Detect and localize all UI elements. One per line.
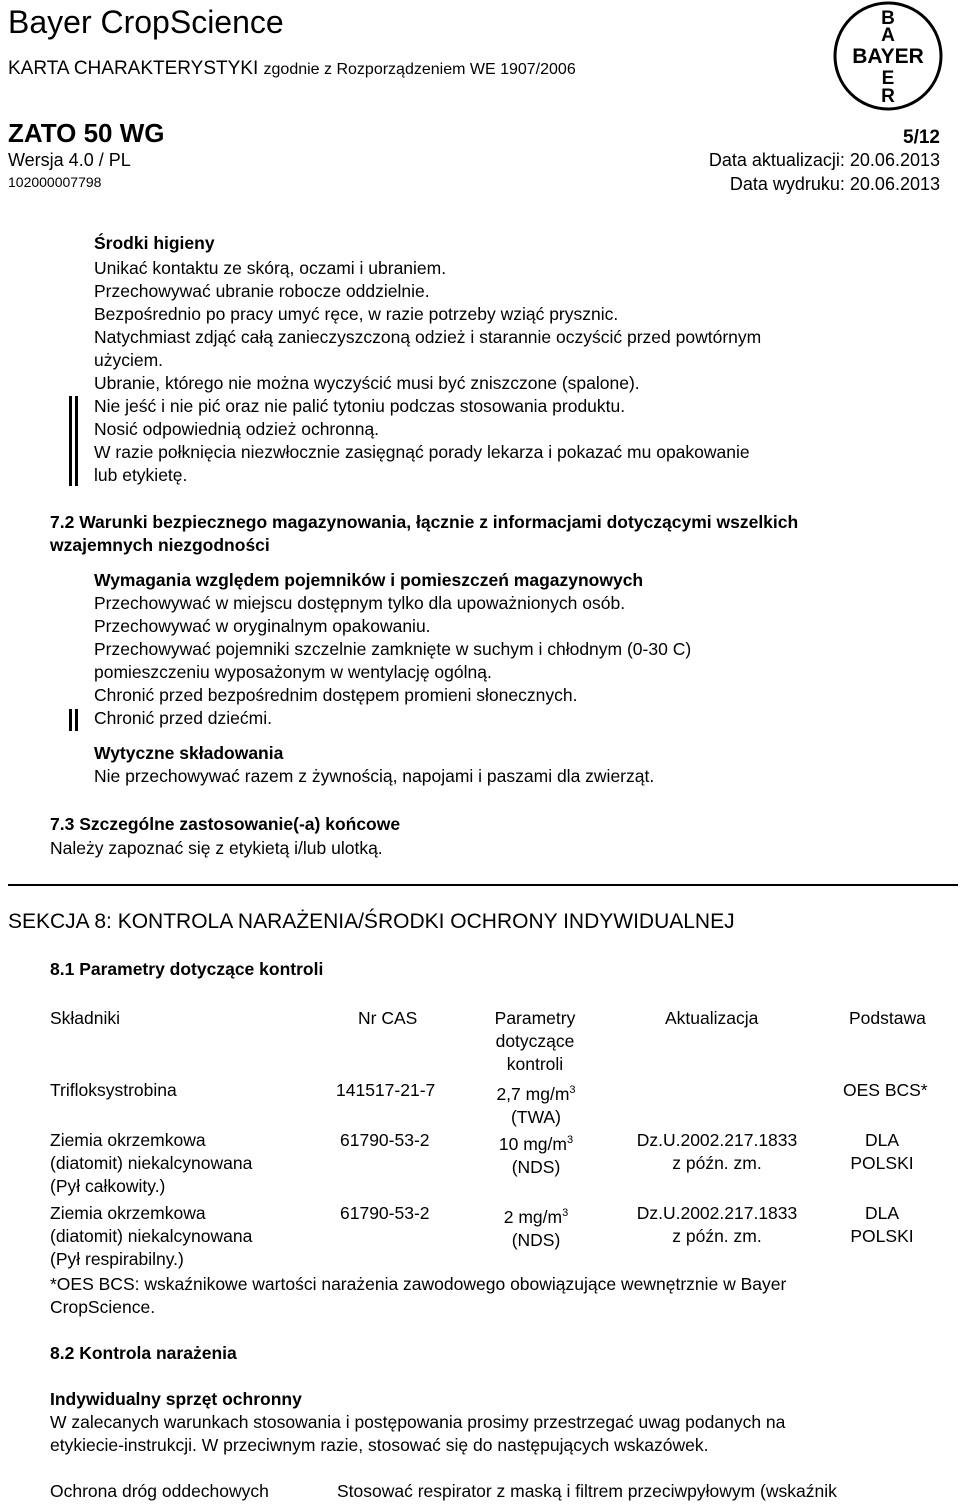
hygiene-line: Ubranie, którego nie można wyczyścić musi być zniszczone (spalone). [94,373,640,393]
table-row-cas: 61790-53-2 [340,1130,430,1150]
update-ref-note: z późn. zm. [672,1153,762,1173]
hygiene-line: Natychmiast zdjąć całą zanieczyszczoną odzież i starannie oczyścić przed powtórnym [94,327,762,347]
param-superscript: 3 [566,1134,574,1146]
bayer-logo [832,0,944,112]
table-row-param [486,1129,586,1179]
section-8-1-title: 8.1 Parametry dotyczące kontroli [50,959,324,979]
regulation-text: zgodnie z Rozporządzeniem WE 1907/2006 [263,61,576,78]
logo-word-bayer: BAYER [852,45,924,68]
section-divider [8,884,958,886]
table-row-cas: 141517-21-7 [336,1080,436,1100]
hygiene-line: Bezpośrednio po pracy umyć ręce, w razie potrzeby wziąć prysznic. [94,304,619,324]
document-id: 102000007798 [8,174,102,190]
section-7-3-text: Należy zapoznać się z etykietą i/lub ulotką. [50,838,383,858]
revision-bar [69,709,72,731]
table-row-basis [846,1129,918,1175]
hygiene-line: Przechowywać ubranie robocze oddzielnie. [94,281,430,301]
param-value: 10 mg/m [498,1133,567,1154]
table-header-update: Aktualizacja [665,1008,759,1028]
hygiene-line: Nie jeść i nie pić oraz nie palić tytoniu podczas stosowania produktu. [94,396,626,416]
ppe-title: Indywidualny sprzęt ochronny [50,1389,302,1409]
param-value: 2,7 mg/m [496,1083,570,1104]
table-row-update [622,1202,812,1248]
version-info [8,150,131,171]
logo-letter-r: R [881,86,895,107]
table-row-param [486,1202,586,1252]
param-type: (NDS) [511,1156,561,1177]
table-header-components: Składniki [50,1008,121,1028]
hygiene-line: Unikać kontaktu ze skórą, oczami i ubraniem. [94,258,447,278]
basis-line: POLSKI [850,1153,914,1173]
storage-line: Chronić przed bezpośrednim dostępem promieni słonecznych. [94,685,578,705]
basis-line: DLA [864,1203,900,1223]
table-row-name-line: (Pył całkowity.) [50,1176,166,1196]
ppe-text-cont: etykiecie-instrukcji. W przeciwnym razie, stosować się do następujących wskazówek. [50,1435,709,1455]
table-row-update [622,1129,812,1175]
param-superscript: 3 [562,1207,569,1219]
update-ref-note: z późn. zm. [672,1226,762,1246]
revision-bar [75,396,78,486]
table-row-name-line: (diatomit) niekalcynowana [50,1226,253,1246]
param-type: (TWA) [511,1106,561,1127]
revision-bar [69,396,72,486]
table-row-name-line: Ziemia okrzemkowa [50,1130,206,1150]
storage-guideline-line: Nie przechowywać razem z żywnością, napojami i paszami dla zwierząt. [94,766,655,786]
basis-line: POLSKI [850,1226,914,1246]
revision-bar [75,709,78,731]
table-row-param [486,1079,586,1129]
version-lang: / PL [93,150,131,170]
hygiene-line: Nosić odpowiednią odzież ochronną. [94,419,380,439]
update-ref: Dz.U.2002.217.1833 [636,1203,798,1223]
param-superscript: 3 [569,1084,576,1096]
table-header-param [489,1007,581,1076]
table-header-param-line: Parametry [494,1008,576,1028]
table-row-basis: OES BCS* [843,1080,928,1100]
storage-line: Przechowywać pojemniki szczelnie zamknięte w suchym i chłodnym (0-30 C) [94,639,692,659]
table-header-param-line: dotyczące [495,1031,575,1051]
storage-guidelines-title: Wytyczne składowania [94,743,284,763]
section-7-3-title: 7.3 Szczególne zastosowanie(-a) końcowe [50,814,401,834]
storage-requirements-title: Wymagania względem pojemników i pomieszczeń magazynowych [94,570,644,590]
table-row-cas: 61790-53-2 [340,1203,430,1223]
table-header-param-line: kontroli [506,1054,564,1074]
logo-letter-a: A [881,25,895,46]
hygiene-line: użyciem. [94,350,164,370]
param-value: 2 mg/m [503,1206,563,1227]
print-date: Data wydruku: 20.06.2013 [729,174,940,194]
table-footnote-cont: CropScience. [50,1297,156,1317]
section-8-title: SEKCJA 8: KONTROLA NARAŻENIA/ŚRODKI OCHRONY INDYWIDUALNEJ [8,910,735,933]
update-date: Data aktualizacji: 20.06.2013 [708,150,940,170]
storage-line: Przechowywać w miejscu dostępnym tylko dla upoważnionych osób. [94,593,626,613]
logo-letter-e: E [881,68,895,89]
storage-line: Przechowywać w oryginalnym opakowaniu. [94,616,431,636]
basis-line: DLA [864,1130,900,1150]
section-8-2-title: 8.2 Kontrola narażenia [50,1343,237,1363]
storage-line: Chronić przed dziećmi. [94,708,272,728]
hygiene-line: W razie połknięcia niezwłocznie zasięgnąć porady lekarza i pokazać mu opakowanie [94,442,750,462]
section-7-2-title-cont: wzajemnych niezgodności [50,535,270,555]
table-row-name-line: (diatomit) niekalcynowana [50,1153,253,1173]
page-number: 5/12 [903,127,940,148]
table-row-basis [846,1202,918,1248]
table-row-name: Trifloksystrobina [50,1080,177,1100]
respiratory-protection-label: Ochrona dróg oddechowych [50,1481,269,1501]
sheet-title [8,56,576,83]
table-row-name-line: Ziemia okrzemkowa [50,1203,206,1223]
hygiene-title: Środki higieny [94,233,215,253]
company-name: Bayer CropScience [8,4,284,40]
table-header-cas: Nr CAS [358,1008,418,1028]
table-header-basis: Podstawa [849,1008,926,1028]
logo-letter-b: B [881,8,895,29]
hygiene-line: lub etykietę. [94,465,188,485]
ppe-text: W zalecanych warunkach stosowania i postępowania prosimy przestrzegać uwag podanych na [50,1412,786,1432]
section-7-2-title: 7.2 Warunki bezpiecznego magazynowania, łącznie z informacjami dotyczącymi wszelkich [50,512,799,532]
param-type: (NDS) [511,1229,561,1250]
table-row-name-line: (Pył respirabilny.) [50,1249,184,1269]
respiratory-protection-text: Stosować respirator z maską i filtrem przeciwpyłowym (wskaźnik [337,1481,837,1501]
update-ref: Dz.U.2002.217.1833 [636,1130,798,1150]
product-name: ZATO 50 WG [8,118,165,148]
table-footnote: *OES BCS: wskaźnikowe wartości narażenia zawodowego obowiązujące wewnętrznie w Bayer [50,1274,787,1294]
table-row-name [50,1129,252,1198]
version-label: Wersja 4.0 [8,150,94,170]
storage-line: pomieszczeniu wyposażonym w wentylację ogólną. [94,662,492,682]
table-row-name [50,1202,252,1271]
sheet-title-main: KARTA CHARAKTERYSTYKI [8,58,259,79]
